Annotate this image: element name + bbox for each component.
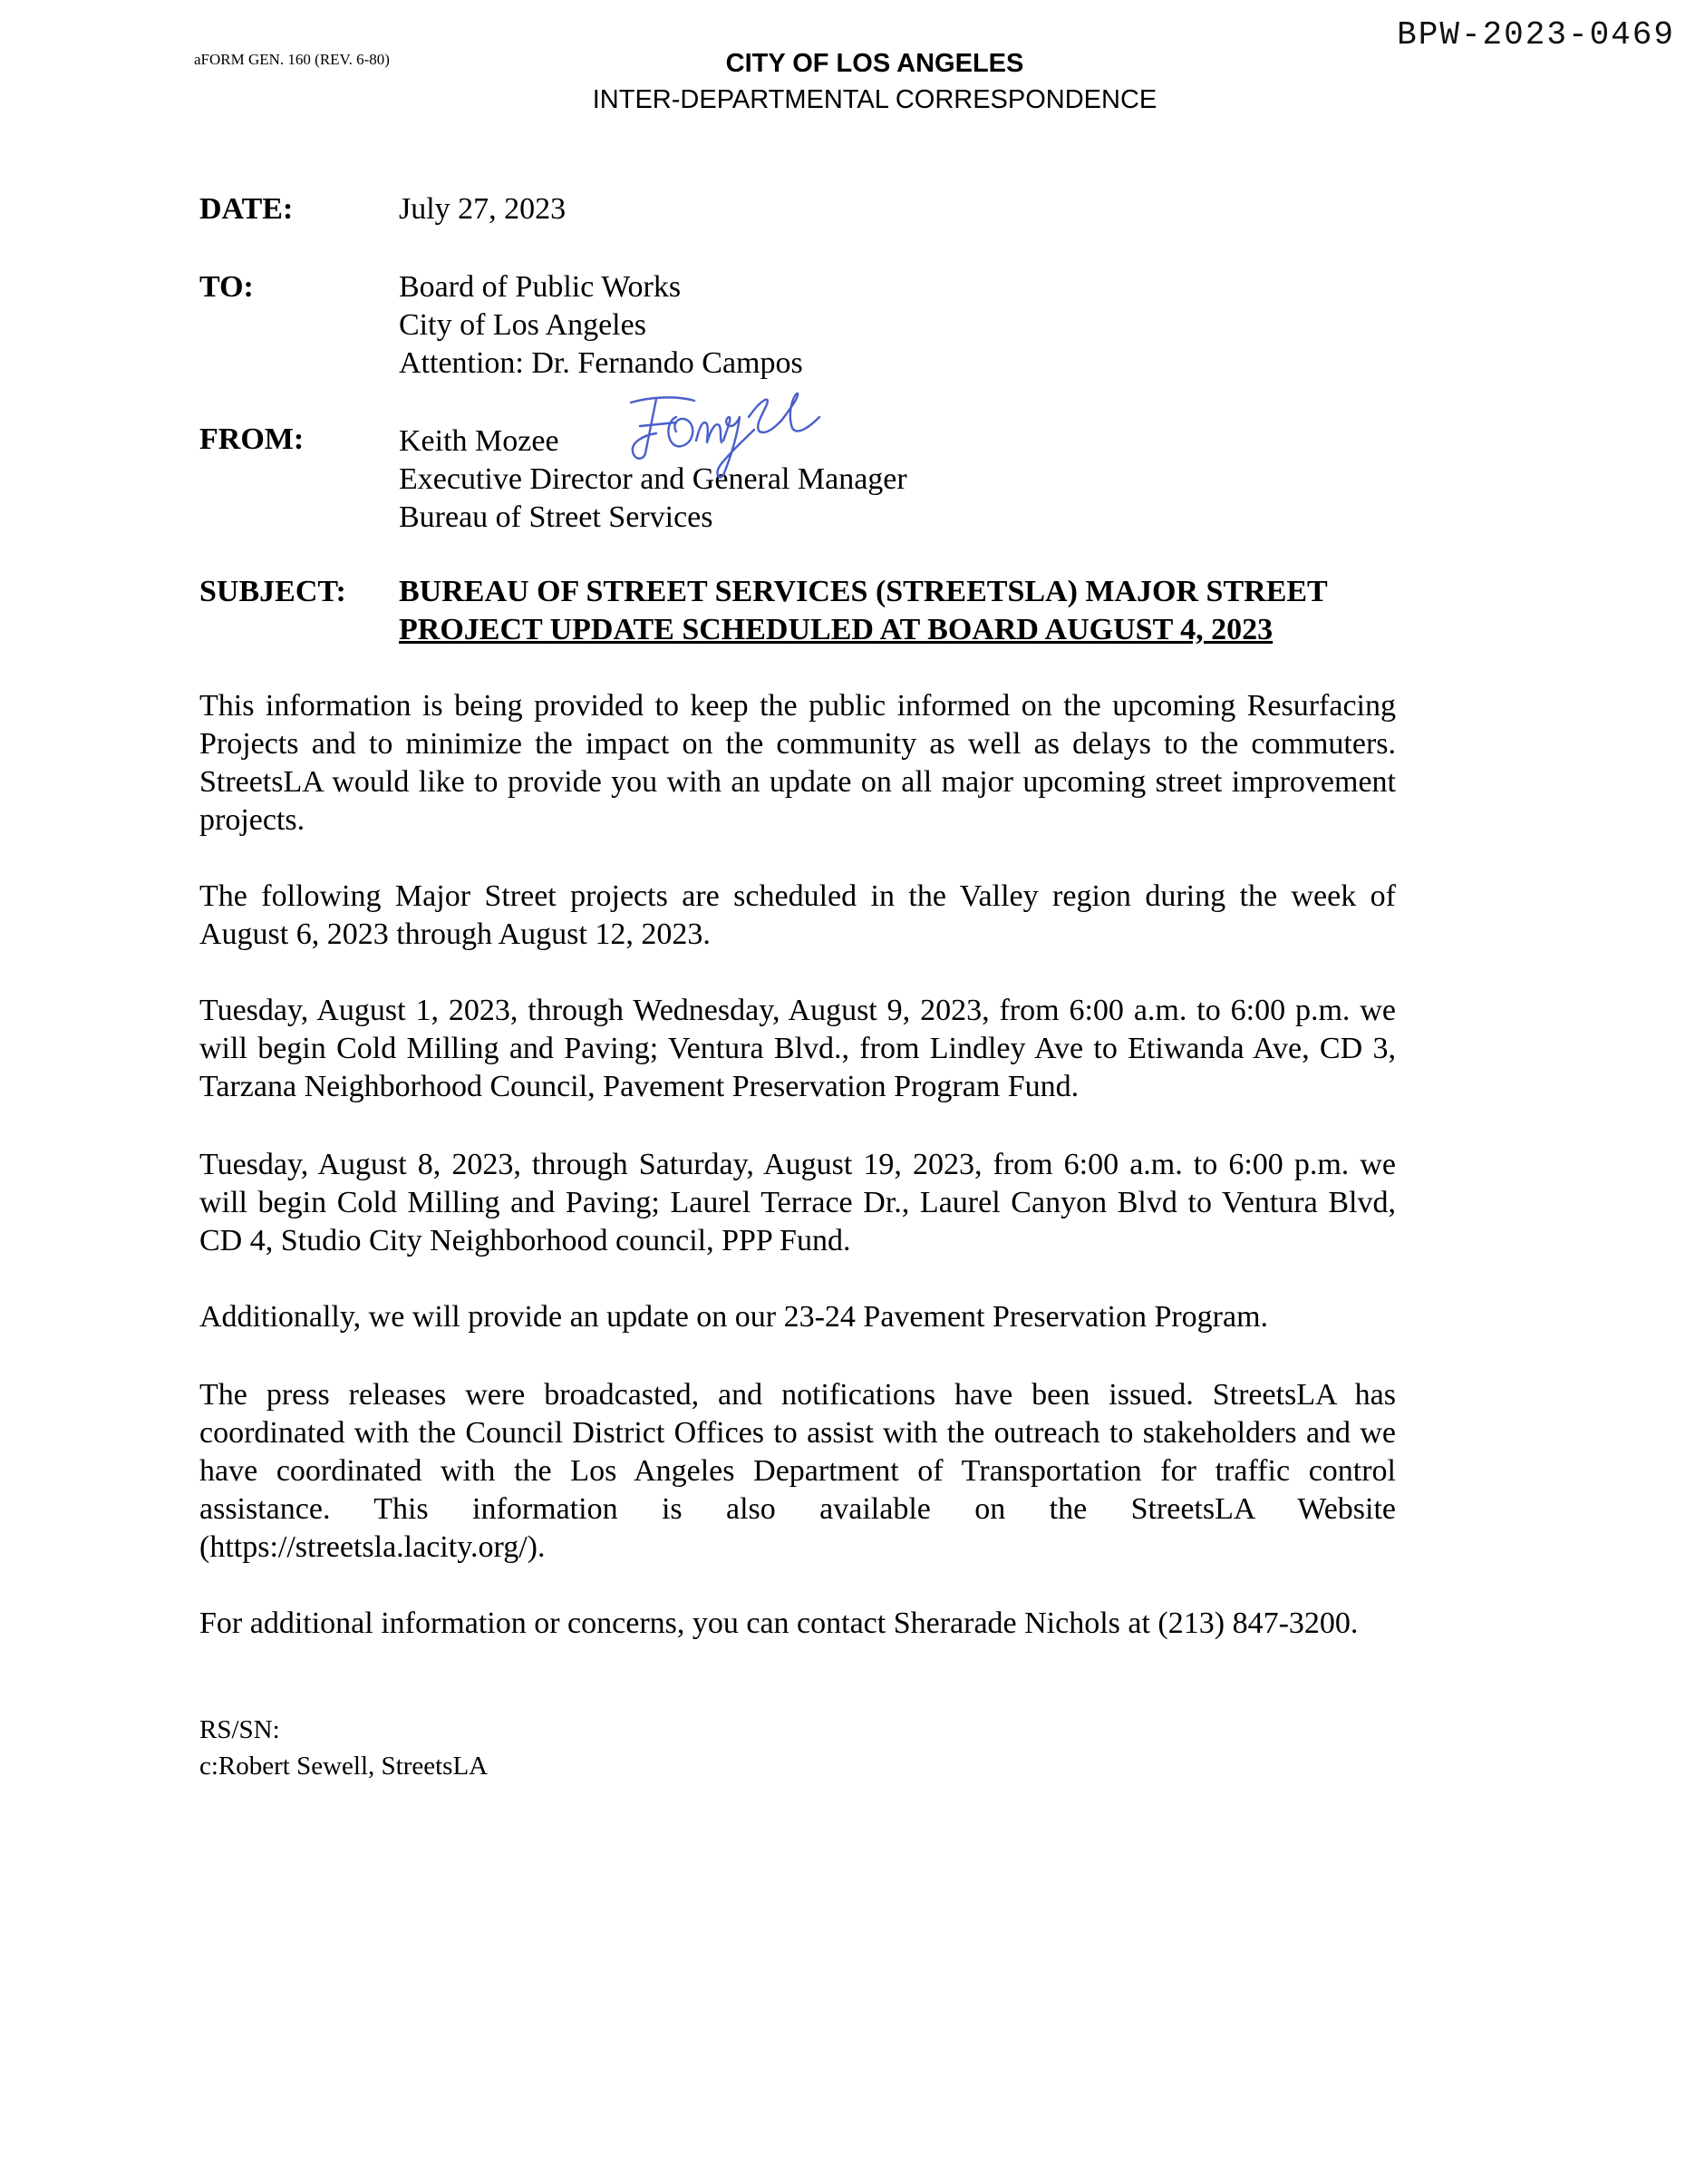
initials: RS/SN:: [199, 1715, 280, 1744]
to-line: Attention: Dr. Fernando Campos: [399, 346, 803, 380]
body-paragraph: Additionally, we will provide an update on our 23-24 Pavement Preservation Program.: [199, 1300, 1269, 1334]
body-paragraph: For additional information or concerns, you can contact Sherarade Nichols at (213) 847-3200.: [199, 1606, 1359, 1640]
body-paragraph: This information is being provided to keep the public informed on the upcoming Resurfacing Projects and to minimize the impact on the community as well as delays to the commuters. StreetsLA would like to provide you with an update on all major upcoming street improvement projects.: [199, 689, 1396, 837]
document-id: BPW-2023-0469: [1397, 16, 1675, 53]
from-label: FROM:: [199, 422, 305, 456]
subject-label: SUBJECT:: [199, 575, 346, 608]
to-line: Board of Public Works: [399, 270, 682, 304]
to-line: City of Los Angeles: [399, 308, 646, 342]
signature-stroke: [717, 417, 754, 477]
body-paragraph: Tuesday, August 8, 2023, through Saturday, August 19, 2023, from 6:00 a.m. to 6:00 p.m. we will begin Cold Milling and Paving; Laurel Terrace Dr., Laurel Canyon Blvd to Ventura Blvd, CD 4, Studio City Neighborhood council, PPP Fund.: [199, 1148, 1396, 1257]
signature-stroke: [696, 422, 722, 442]
signature-stroke: [668, 417, 693, 446]
signature-stroke: [749, 400, 781, 432]
subject-line: PROJECT UPDATE SCHEDULED AT BOARD AUGUST 4, 2023: [399, 613, 1274, 646]
date-label: DATE:: [199, 192, 294, 226]
date-value: July 27, 2023: [399, 192, 567, 226]
cc-line: c:Robert Sewell, StreetsLA: [199, 1752, 489, 1781]
body-paragraph: The press releases were broadcasted, and notifications have been issued. StreetsLA has coordinated with the Council District Offices to assist with the outreach to stakeholders and we have coordinated with the Los Angeles Department of Transportation for traffic control assistance. This information is also available on the StreetsLA Website (https://streetsla.lacity.org/).: [199, 1378, 1396, 1564]
signature-stroke: [781, 393, 819, 431]
body-paragraph: Tuesday, August 1, 2023, through Wednesday, August 9, 2023, from 6:00 a.m. to 6:00 p.m. we will begin Cold Milling and Paving; Ventura Blvd., from Lindley Ave to Etiwanda Ave, CD 3, Tarzana Neighborhood Council, Pavement Preservation Program Fund.: [199, 994, 1396, 1103]
correspondence-type: INTER-DEPARTMENTAL CORRESPONDENCE: [592, 85, 1157, 114]
signature-image: [613, 390, 848, 480]
body-paragraph: The following Major Street projects are scheduled in the Valley region during the week of August 6, 2023 through August 12, 2023.: [199, 879, 1396, 951]
to-label: TO:: [199, 270, 254, 304]
form-code: aFORM GEN. 160 (REV. 6-80): [194, 51, 390, 68]
signature-stroke: [631, 397, 694, 403]
signature-stroke: [633, 399, 656, 459]
from-line: Executive Director and General Manager: [399, 462, 907, 496]
from-line: Bureau of Street Services: [399, 500, 713, 534]
subject-line: BUREAU OF STREET SERVICES (STREETSLA) MAJOR STREET: [399, 575, 1328, 608]
city-title: CITY OF LOS ANGELES: [725, 49, 1024, 78]
from-line: Keith Mozee: [399, 424, 559, 458]
